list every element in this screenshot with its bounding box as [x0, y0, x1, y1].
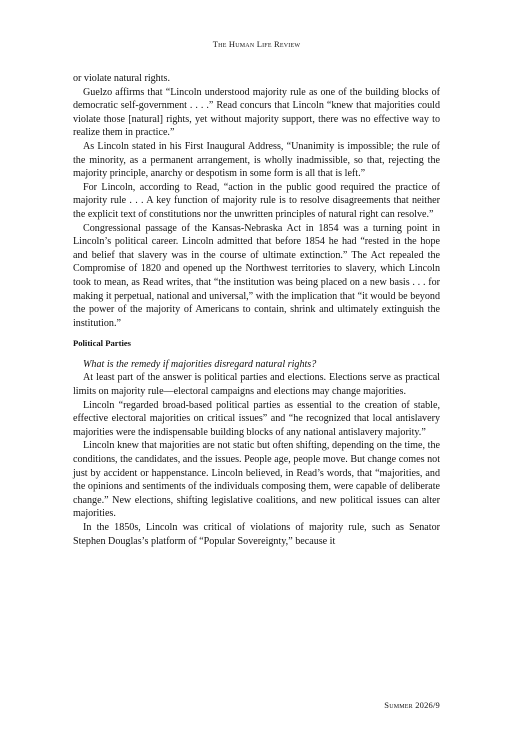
- paragraph: As Lincoln stated in his First Inaugural Address, “Unanimity is impossible; the rule of the minority, as a permanent arrangement, is wholly inadmissible, so that, rejecting the majority principle, anarchy or despotism in some form is all that is left.”: [73, 140, 440, 180]
- section-heading: Political Parties: [73, 338, 131, 349]
- paragraph: At least part of the answer is political parties and elections. Elections serve as practical limits on majority rule—electoral campaigns and elections may change majorities.: [73, 372, 440, 398]
- article-body: [73, 72, 440, 548]
- paragraph: Congressional passage of the Kansas-Nebraska Act in 1854 was a turning point in Lincoln’s political career. Lincoln admitted that before 1854 he had “rested in the hope and belief that slavery was in the course of ultimate extinction.” The Act repealed the Compromise of 1820 and opened up the Northwest territories to slavery, which Lincoln took to mean, as Read writes, that “the institution was being placed on a new basis . . . for making it perpetual, national and universal,” with the implication that “it would be beyond the power of the majority of Americans to contain, shrink and ultimately extinguish the institution.”: [73, 222, 440, 329]
- paragraph: Guelzo affirms that “Lincoln understood majority rule as one of the building blocks of democratic self-government . . . .” Read concurs that Lincoln “knew that majorities could violate those [natural] rights, yet without majority support, there was no effective way to realize them in practice.”: [73, 86, 440, 139]
- section-question: What is the remedy if majorities disregard natural rights?: [83, 358, 317, 370]
- paragraph: For Lincoln, according to Read, “action in the public good required the practice of majority rule . . . A key function of majority rule is to resolve disagreements that neither the explicit text of constitutions nor the unwritten principles of natural right can resolve.”: [73, 181, 440, 220]
- paragraph: Lincoln “regarded broad-based political parties as essential to the creation of stable, effective electoral majorities on critical issues” and “he recognized that local antislavery majorities were the indispensable building blocks of any national antislavery majority.”: [73, 399, 440, 438]
- paragraph: Lincoln knew that majorities are not static but often shifting, depending on the time, the conditions, the candidates, and the issues. People age, people move. But change comes not just by accident or happenstance. Lincoln believed, in Read’s words, that “majorities, and the opinions and sentiments of the individuals composing them, were capable of deliberate change.” New elections, shifting legislative coalitions, and new political issues can alter majorities.: [73, 440, 440, 520]
- paragraph: In the 1850s, Lincoln was critical of violations of majority rule, such as Senator Stephen Douglas’s platform of “Popular Sovereignty,” because it: [73, 522, 440, 547]
- running-header: The Human Life Review: [212, 39, 301, 49]
- paragraph: or violate natural rights.: [73, 73, 170, 84]
- page-footer: Summer 2026/9: [384, 700, 440, 710]
